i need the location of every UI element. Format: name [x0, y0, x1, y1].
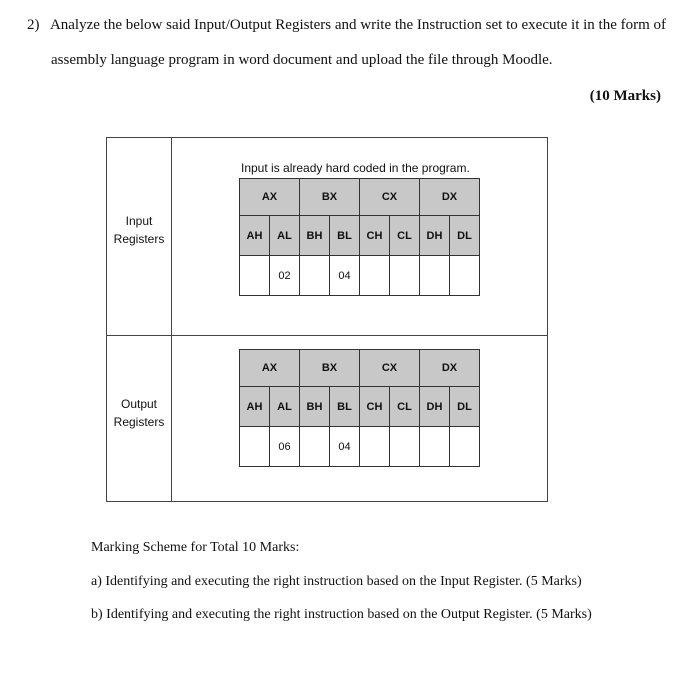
- input-val-al: 02: [270, 256, 300, 296]
- output-val-cl: [390, 427, 420, 467]
- input-note: Input is already hard coded in the program.: [241, 161, 470, 175]
- output-reg-cx: CX: [360, 350, 420, 387]
- row-divider: [107, 335, 547, 336]
- input-half-cl: CL: [390, 216, 420, 256]
- output-val-bh: [300, 427, 330, 467]
- output-half-dl: DL: [450, 387, 480, 427]
- register-diagram: [106, 137, 548, 502]
- output-reg-dx: DX: [420, 350, 480, 387]
- input-registers-label: Input Registers: [113, 214, 165, 246]
- output-val-dh: [420, 427, 450, 467]
- output-val-dl: [450, 427, 480, 467]
- output-val-al: 06: [270, 427, 300, 467]
- input-half-ch: CH: [360, 216, 390, 256]
- input-reg-ax: AX: [240, 179, 300, 216]
- marks-label: (10 Marks): [589, 88, 661, 104]
- output-register-table: [239, 349, 480, 467]
- input-half-al: AL: [270, 216, 300, 256]
- output-registers-label: Output Registers: [113, 397, 165, 429]
- input-half-dh: DH: [420, 216, 450, 256]
- question-number: 2): [27, 17, 40, 33]
- output-half-cl: CL: [390, 387, 420, 427]
- input-val-ch: [360, 256, 390, 296]
- input-val-cl: [390, 256, 420, 296]
- output-half-ah: AH: [240, 387, 270, 427]
- marking-scheme-item-a: a) Identifying and executing the right instruction based on the Input Register. (5 Marks): [91, 574, 582, 589]
- marking-scheme-title: Marking Scheme for Total 10 Marks:: [91, 540, 300, 555]
- input-half-dl: DL: [450, 216, 480, 256]
- input-half-bl: BL: [330, 216, 360, 256]
- input-val-bh: [300, 256, 330, 296]
- output-val-ch: [360, 427, 390, 467]
- output-half-dh: DH: [420, 387, 450, 427]
- output-val-bl: 04: [330, 427, 360, 467]
- input-reg-bx: BX: [300, 179, 360, 216]
- input-reg-cx: CX: [360, 179, 420, 216]
- input-reg-dx: DX: [420, 179, 480, 216]
- question-text-1: Analyze the below said Input/Output Registers and write the Instruction set to execute it in the form of: [49, 17, 667, 33]
- question-text-2: assembly language program in word document and upload the file through Moodle.: [51, 52, 553, 68]
- input-register-table: [239, 178, 480, 296]
- column-divider: [171, 138, 172, 501]
- input-val-dl: [450, 256, 480, 296]
- output-half-ch: CH: [360, 387, 390, 427]
- output-reg-bx: BX: [300, 350, 360, 387]
- input-val-ah: [240, 256, 270, 296]
- output-reg-ax: AX: [240, 350, 300, 387]
- output-val-ah: [240, 427, 270, 467]
- input-val-bl: 04: [330, 256, 360, 296]
- question-line-1: [27, 17, 666, 34]
- input-val-dh: [420, 256, 450, 296]
- output-half-bl: BL: [330, 387, 360, 427]
- input-half-ah: AH: [240, 216, 270, 256]
- output-half-al: AL: [270, 387, 300, 427]
- marking-scheme-item-b: b) Identifying and executing the right instruction based on the Output Register. (5 Marks): [91, 607, 592, 622]
- input-half-bh: BH: [300, 216, 330, 256]
- output-half-bh: BH: [300, 387, 330, 427]
